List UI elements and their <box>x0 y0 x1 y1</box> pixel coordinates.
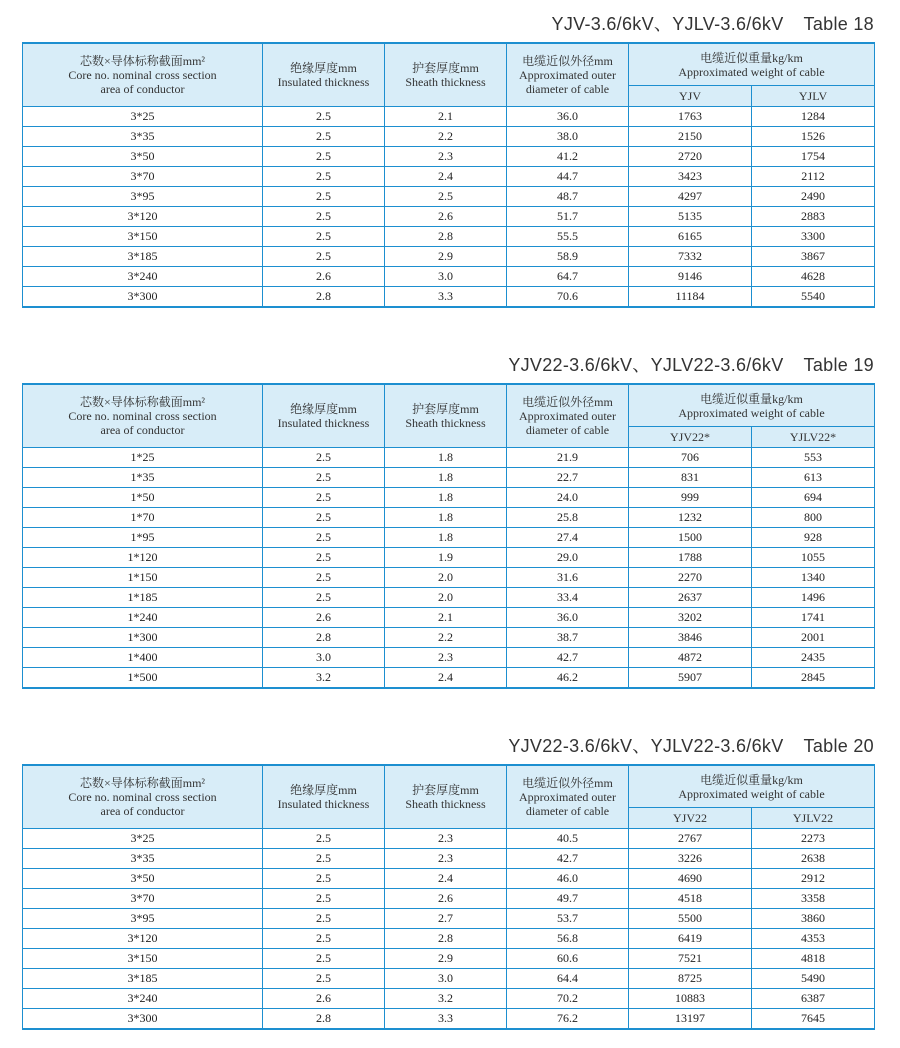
cell-diameter: 24.0 <box>507 488 629 508</box>
cell-insulation: 2.5 <box>263 969 385 989</box>
cell-weight-b: 2883 <box>752 207 875 227</box>
cell-core-section: 3*150 <box>23 949 263 969</box>
header-core: 芯数×导体标称截面mm² Core no. nominal cross section area of conductor <box>23 43 263 107</box>
cell-insulation: 2.5 <box>263 247 385 267</box>
cell-weight-b: 2638 <box>752 849 875 869</box>
cell-sheath: 2.1 <box>385 107 507 127</box>
cell-weight-b: 2001 <box>752 628 875 648</box>
table-row <box>23 147 875 167</box>
cell-weight-b: 694 <box>752 488 875 508</box>
cell-insulation: 2.5 <box>263 829 385 849</box>
header-sheath: 护套厚度mm Sheath thickness <box>385 765 507 829</box>
cell-diameter: 42.7 <box>507 648 629 668</box>
cell-diameter: 49.7 <box>507 889 629 909</box>
table-row <box>23 648 875 668</box>
cell-weight-a: 706 <box>629 448 752 468</box>
cell-insulation: 3.2 <box>263 668 385 689</box>
table-label: Table 20 <box>803 736 874 756</box>
cell-sheath: 2.3 <box>385 829 507 849</box>
cell-insulation: 2.8 <box>263 628 385 648</box>
cell-insulation: 2.8 <box>263 1009 385 1030</box>
cable-table-18 <box>22 42 875 308</box>
cell-weight-a: 3423 <box>629 167 752 187</box>
cell-weight-a: 831 <box>629 468 752 488</box>
cell-core-section: 3*185 <box>23 247 263 267</box>
table-row <box>23 267 875 287</box>
cell-core-section: 3*120 <box>23 207 263 227</box>
header-insulation: 绝缘厚度mm Insulated thickness <box>263 43 385 107</box>
table-row <box>23 187 875 207</box>
cell-weight-a: 6165 <box>629 227 752 247</box>
cell-insulation: 2.5 <box>263 869 385 889</box>
table-row <box>23 448 875 468</box>
table-block-19 <box>22 351 874 691</box>
table-label: Table 19 <box>803 355 874 375</box>
table-body <box>23 448 875 689</box>
cell-sheath: 1.9 <box>385 548 507 568</box>
table-row <box>23 628 875 648</box>
header-weight: 电缆近似重量kg/km Approximated weight of cable <box>629 765 875 808</box>
table-caption <box>508 732 874 758</box>
cell-diameter: 58.9 <box>507 247 629 267</box>
cell-weight-a: 1232 <box>629 508 752 528</box>
cell-diameter: 29.0 <box>507 548 629 568</box>
cell-core-section: 1*70 <box>23 508 263 528</box>
header-col-b: YJLV22* <box>752 427 875 448</box>
cell-core-section: 1*185 <box>23 588 263 608</box>
cell-weight-b: 1741 <box>752 608 875 628</box>
header-diameter: 电缆近似外径mm Approximated outer diameter of cable <box>507 43 629 107</box>
cell-weight-a: 5907 <box>629 668 752 689</box>
cell-weight-b: 2490 <box>752 187 875 207</box>
header-weight: 电缆近似重量kg/km Approximated weight of cable <box>629 384 875 427</box>
cell-weight-b: 3300 <box>752 227 875 247</box>
table-row <box>23 488 875 508</box>
cell-diameter: 76.2 <box>507 1009 629 1030</box>
table-label: Table 18 <box>803 14 874 34</box>
cell-weight-b: 2435 <box>752 648 875 668</box>
table-row <box>23 287 875 308</box>
cell-sheath: 2.6 <box>385 889 507 909</box>
cell-weight-a: 11184 <box>629 287 752 308</box>
header-insulation: 绝缘厚度mm Insulated thickness <box>263 384 385 448</box>
cell-weight-b: 2912 <box>752 869 875 889</box>
table-body <box>23 107 875 308</box>
cell-weight-b: 1284 <box>752 107 875 127</box>
cell-diameter: 70.2 <box>507 989 629 1009</box>
table-block-20 <box>22 732 874 1032</box>
cell-insulation: 2.5 <box>263 909 385 929</box>
cell-sheath: 3.3 <box>385 287 507 308</box>
cell-insulation: 2.5 <box>263 468 385 488</box>
cell-core-section: 3*150 <box>23 227 263 247</box>
cell-weight-b: 1496 <box>752 588 875 608</box>
header-diameter: 电缆近似外径mm Approximated outer diameter of cable <box>507 384 629 448</box>
cell-sheath: 2.4 <box>385 668 507 689</box>
cell-diameter: 31.6 <box>507 568 629 588</box>
table-title: YJV-3.6/6kV、YJLV-3.6/6kV <box>551 14 784 34</box>
cell-sheath: 2.8 <box>385 929 507 949</box>
table-row <box>23 568 875 588</box>
cell-core-section: 3*70 <box>23 167 263 187</box>
cell-sheath: 2.2 <box>385 628 507 648</box>
header-col-a: YJV <box>629 86 752 107</box>
cell-diameter: 51.7 <box>507 207 629 227</box>
cell-sheath: 2.2 <box>385 127 507 147</box>
cell-diameter: 60.6 <box>507 949 629 969</box>
cell-weight-a: 3202 <box>629 608 752 628</box>
cell-weight-b: 1754 <box>752 147 875 167</box>
cell-insulation: 2.6 <box>263 267 385 287</box>
cell-diameter: 56.8 <box>507 929 629 949</box>
cell-sheath: 2.3 <box>385 147 507 167</box>
table-row <box>23 207 875 227</box>
cell-weight-a: 7521 <box>629 949 752 969</box>
cell-diameter: 42.7 <box>507 849 629 869</box>
cell-core-section: 1*400 <box>23 648 263 668</box>
table-block-18 <box>22 10 874 310</box>
cell-core-section: 1*25 <box>23 448 263 468</box>
cell-weight-b: 2112 <box>752 167 875 187</box>
cell-insulation: 2.5 <box>263 949 385 969</box>
table-row <box>23 247 875 267</box>
cell-core-section: 1*35 <box>23 468 263 488</box>
cell-diameter: 25.8 <box>507 508 629 528</box>
cell-weight-b: 2273 <box>752 829 875 849</box>
cell-diameter: 53.7 <box>507 909 629 929</box>
table-row <box>23 869 875 889</box>
table-row <box>23 508 875 528</box>
cell-weight-a: 8725 <box>629 969 752 989</box>
cable-table-19 <box>22 383 875 689</box>
cell-core-section: 1*300 <box>23 628 263 648</box>
cell-core-section: 3*25 <box>23 107 263 127</box>
cell-core-section: 3*70 <box>23 889 263 909</box>
cell-insulation: 2.6 <box>263 608 385 628</box>
cell-core-section: 1*500 <box>23 668 263 689</box>
cell-insulation: 2.5 <box>263 448 385 468</box>
cell-core-section: 3*35 <box>23 849 263 869</box>
cell-sheath: 1.8 <box>385 488 507 508</box>
table-row <box>23 107 875 127</box>
cell-weight-a: 2637 <box>629 588 752 608</box>
cell-core-section: 3*50 <box>23 147 263 167</box>
cell-insulation: 2.5 <box>263 167 385 187</box>
header-diameter: 电缆近似外径mm Approximated outer diameter of cable <box>507 765 629 829</box>
cell-weight-b: 1340 <box>752 568 875 588</box>
cell-sheath: 3.2 <box>385 989 507 1009</box>
cell-insulation: 2.5 <box>263 849 385 869</box>
cell-core-section: 3*240 <box>23 989 263 1009</box>
header-col-a: YJV22* <box>629 427 752 448</box>
cell-core-section: 1*120 <box>23 548 263 568</box>
cell-weight-a: 4518 <box>629 889 752 909</box>
cell-insulation: 2.8 <box>263 287 385 308</box>
cell-core-section: 1*95 <box>23 528 263 548</box>
cell-weight-a: 5135 <box>629 207 752 227</box>
cell-insulation: 2.5 <box>263 508 385 528</box>
cell-diameter: 70.6 <box>507 287 629 308</box>
cell-insulation: 2.5 <box>263 147 385 167</box>
header-insulation: 绝缘厚度mm Insulated thickness <box>263 765 385 829</box>
cell-weight-a: 4872 <box>629 648 752 668</box>
cell-weight-b: 7645 <box>752 1009 875 1030</box>
cell-insulation: 2.5 <box>263 588 385 608</box>
cell-diameter: 38.7 <box>507 628 629 648</box>
cell-diameter: 64.7 <box>507 267 629 287</box>
table-row <box>23 167 875 187</box>
cell-core-section: 3*240 <box>23 267 263 287</box>
cell-insulation: 2.5 <box>263 488 385 508</box>
cell-diameter: 48.7 <box>507 187 629 207</box>
cell-insulation: 2.6 <box>263 989 385 1009</box>
table-row <box>23 608 875 628</box>
cable-table-20 <box>22 764 875 1030</box>
table-row <box>23 528 875 548</box>
table-row <box>23 668 875 689</box>
cell-sheath: 2.0 <box>385 568 507 588</box>
cell-weight-a: 2720 <box>629 147 752 167</box>
cell-weight-a: 1788 <box>629 548 752 568</box>
cell-weight-b: 6387 <box>752 989 875 1009</box>
cell-core-section: 1*150 <box>23 568 263 588</box>
cell-weight-a: 2767 <box>629 829 752 849</box>
header-weight: 电缆近似重量kg/km Approximated weight of cable <box>629 43 875 86</box>
cell-sheath: 1.8 <box>385 508 507 528</box>
cell-sheath: 3.3 <box>385 1009 507 1030</box>
cell-insulation: 2.5 <box>263 568 385 588</box>
cell-weight-b: 4628 <box>752 267 875 287</box>
cell-core-section: 3*185 <box>23 969 263 989</box>
cell-weight-b: 3867 <box>752 247 875 267</box>
cell-weight-a: 4690 <box>629 869 752 889</box>
cell-sheath: 2.4 <box>385 167 507 187</box>
table-caption <box>508 351 874 377</box>
cell-insulation: 2.5 <box>263 528 385 548</box>
cell-insulation: 2.5 <box>263 929 385 949</box>
cell-weight-b: 553 <box>752 448 875 468</box>
table-row <box>23 588 875 608</box>
table-row <box>23 949 875 969</box>
cell-insulation: 2.5 <box>263 127 385 147</box>
cell-diameter: 41.2 <box>507 147 629 167</box>
cell-sheath: 2.8 <box>385 227 507 247</box>
cell-weight-b: 3860 <box>752 909 875 929</box>
cell-weight-a: 1763 <box>629 107 752 127</box>
cell-diameter: 55.5 <box>507 227 629 247</box>
cell-insulation: 2.5 <box>263 227 385 247</box>
cell-diameter: 40.5 <box>507 829 629 849</box>
header-core: 芯数×导体标称截面mm² Core no. nominal cross section area of conductor <box>23 765 263 829</box>
cell-sheath: 3.0 <box>385 267 507 287</box>
cell-core-section: 3*50 <box>23 869 263 889</box>
cell-weight-a: 999 <box>629 488 752 508</box>
cell-weight-a: 6419 <box>629 929 752 949</box>
cell-weight-b: 613 <box>752 468 875 488</box>
cell-weight-b: 5540 <box>752 287 875 308</box>
cell-weight-a: 3226 <box>629 849 752 869</box>
cell-core-section: 3*25 <box>23 829 263 849</box>
cell-weight-b: 1055 <box>752 548 875 568</box>
cell-insulation: 2.5 <box>263 548 385 568</box>
cell-diameter: 22.7 <box>507 468 629 488</box>
header-col-b: YJLV <box>752 86 875 107</box>
cell-diameter: 27.4 <box>507 528 629 548</box>
cell-sheath: 2.5 <box>385 187 507 207</box>
cell-sheath: 2.6 <box>385 207 507 227</box>
cell-weight-a: 2150 <box>629 127 752 147</box>
cell-sheath: 2.0 <box>385 588 507 608</box>
cell-core-section: 3*120 <box>23 929 263 949</box>
cell-weight-a: 3846 <box>629 628 752 648</box>
cell-weight-b: 2845 <box>752 668 875 689</box>
table-row <box>23 989 875 1009</box>
cell-core-section: 3*35 <box>23 127 263 147</box>
cell-diameter: 64.4 <box>507 969 629 989</box>
cell-weight-b: 5490 <box>752 969 875 989</box>
table-row <box>23 468 875 488</box>
table-row <box>23 127 875 147</box>
cell-core-section: 3*95 <box>23 909 263 929</box>
table-row <box>23 889 875 909</box>
cell-diameter: 44.7 <box>507 167 629 187</box>
table-row <box>23 929 875 949</box>
table-body <box>23 829 875 1030</box>
cell-weight-b: 4353 <box>752 929 875 949</box>
table-title: YJV22-3.6/6kV、YJLV22-3.6/6kV <box>508 736 784 756</box>
cell-diameter: 21.9 <box>507 448 629 468</box>
cell-weight-b: 4818 <box>752 949 875 969</box>
cell-weight-b: 928 <box>752 528 875 548</box>
cell-weight-a: 13197 <box>629 1009 752 1030</box>
cell-core-section: 3*300 <box>23 1009 263 1030</box>
cell-sheath: 1.8 <box>385 448 507 468</box>
cell-weight-b: 1526 <box>752 127 875 147</box>
cell-sheath: 1.8 <box>385 528 507 548</box>
cell-insulation: 2.5 <box>263 107 385 127</box>
header-col-a: YJV22 <box>629 808 752 829</box>
table-row <box>23 849 875 869</box>
cell-diameter: 36.0 <box>507 107 629 127</box>
header-sheath: 护套厚度mm Sheath thickness <box>385 384 507 448</box>
cell-weight-a: 9146 <box>629 267 752 287</box>
cell-weight-a: 1500 <box>629 528 752 548</box>
table-caption <box>552 10 874 36</box>
cell-sheath: 2.3 <box>385 648 507 668</box>
cell-weight-a: 10883 <box>629 989 752 1009</box>
cell-diameter: 36.0 <box>507 608 629 628</box>
cell-insulation: 3.0 <box>263 648 385 668</box>
cell-sheath: 3.0 <box>385 969 507 989</box>
cell-core-section: 1*50 <box>23 488 263 508</box>
cell-sheath: 2.3 <box>385 849 507 869</box>
cell-sheath: 2.9 <box>385 247 507 267</box>
table-row <box>23 969 875 989</box>
cell-weight-a: 7332 <box>629 247 752 267</box>
cell-core-section: 3*300 <box>23 287 263 308</box>
header-col-b: YJLV22 <box>752 808 875 829</box>
cell-weight-a: 4297 <box>629 187 752 207</box>
cell-sheath: 2.9 <box>385 949 507 969</box>
cell-insulation: 2.5 <box>263 207 385 227</box>
cell-core-section: 1*240 <box>23 608 263 628</box>
cell-weight-a: 5500 <box>629 909 752 929</box>
table-row <box>23 909 875 929</box>
header-core: 芯数×导体标称截面mm² Core no. nominal cross section area of conductor <box>23 384 263 448</box>
table-row <box>23 548 875 568</box>
cell-sheath: 2.1 <box>385 608 507 628</box>
cell-core-section: 3*95 <box>23 187 263 207</box>
cell-insulation: 2.5 <box>263 187 385 207</box>
cell-weight-b: 3358 <box>752 889 875 909</box>
cell-sheath: 1.8 <box>385 468 507 488</box>
table-title: YJV22-3.6/6kV、YJLV22-3.6/6kV <box>508 355 784 375</box>
cell-diameter: 33.4 <box>507 588 629 608</box>
cell-weight-b: 800 <box>752 508 875 528</box>
header-sheath: 护套厚度mm Sheath thickness <box>385 43 507 107</box>
cell-weight-a: 2270 <box>629 568 752 588</box>
table-row <box>23 829 875 849</box>
cell-insulation: 2.5 <box>263 889 385 909</box>
cell-diameter: 38.0 <box>507 127 629 147</box>
cell-diameter: 46.2 <box>507 668 629 689</box>
table-row <box>23 227 875 247</box>
table-row <box>23 1009 875 1030</box>
cell-sheath: 2.4 <box>385 869 507 889</box>
cell-sheath: 2.7 <box>385 909 507 929</box>
cell-diameter: 46.0 <box>507 869 629 889</box>
